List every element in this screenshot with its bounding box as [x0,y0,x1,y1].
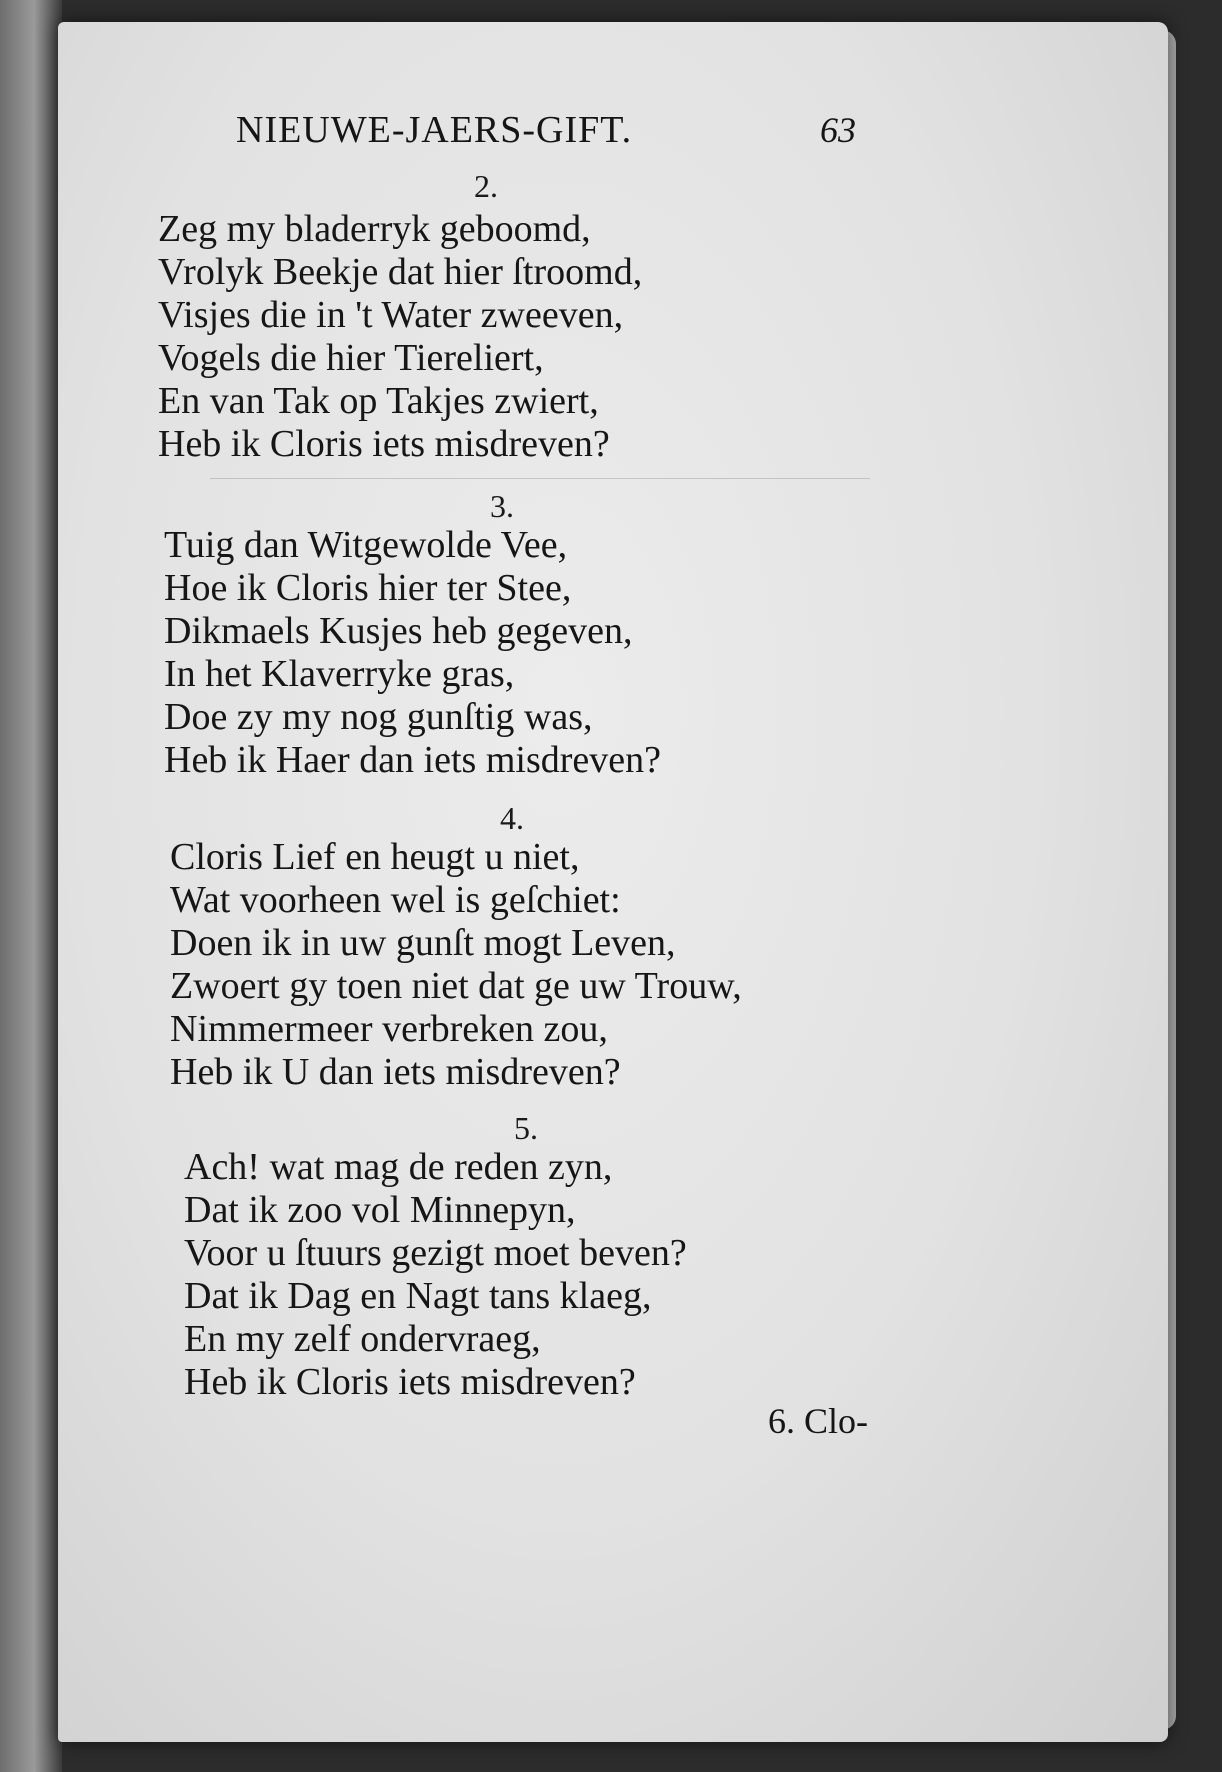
verse-line: Wat voorheen wel is geſchiet: [170,879,621,921]
verse-line: Doe zy my nog gunſtig was, [164,696,593,738]
verse-line: Vrolyk Beekje dat hier ſtroomd, [158,251,643,293]
stanza-number: 3. [490,488,514,524]
stanza [170,836,742,1094]
verse-line: Voor u ſtuurs gezigt moet beven? [184,1232,687,1274]
faint-rule [210,478,870,479]
running-head [236,108,856,158]
verse-line: Heb ik Haer dan iets misdreven? [164,739,661,781]
stanza-number: 2. [474,168,498,204]
left-page-edge [0,0,62,1772]
page-number: 63 [820,110,856,150]
verse-line: Tuig dan Witgewolde Vee, [164,524,568,566]
stanza [158,208,642,466]
stanza [184,1146,687,1404]
verse-line: Vogels die hier Tiereliert, [158,337,544,379]
verse-line: In het Klaverryke gras, [164,653,515,695]
verse-line: Dat ik Dag en Nagt tans klaeg, [184,1275,652,1317]
verse-line: Heb ik Cloris iets misdreven? [158,423,610,465]
verse-line: Heb ik Cloris iets misdreven? [184,1361,636,1403]
running-head-title: NIEUWE-JAERS-GIFT. [236,109,633,151]
verse-line: Zeg my bladerryk geboomd, [158,208,591,250]
verse-line: Doen ik in uw gunſt mogt Leven, [170,922,676,964]
verse-line: Heb ik U dan iets misdreven? [170,1051,621,1093]
verse-line: Hoe ik Cloris hier ter Stee, [164,567,572,609]
verse-line: Nimmermeer verbreken zou, [170,1008,608,1050]
stanza-number: 4. [500,800,524,836]
verse-line: Visjes die in 't Water zweeven, [158,294,624,336]
verse-line: Dikmaels Kusjes heb gegeven, [164,610,633,652]
stanza [164,524,661,782]
verse-line: En van Tak op Takjes zwiert, [158,380,599,422]
verse-line: Cloris Lief en heugt u niet, [170,836,580,878]
verse-line: Ach! wat mag de reden zyn, [184,1146,613,1188]
verse-line: Dat ik zoo vol Minnepyn, [184,1189,576,1231]
verse-line: En my zelf ondervraeg, [184,1318,541,1360]
verse-line: Zwoert gy toen niet dat ge uw Trouw, [170,965,742,1007]
catchword: 6. Clo- [768,1401,869,1441]
stanza-number: 5. [514,1110,538,1146]
